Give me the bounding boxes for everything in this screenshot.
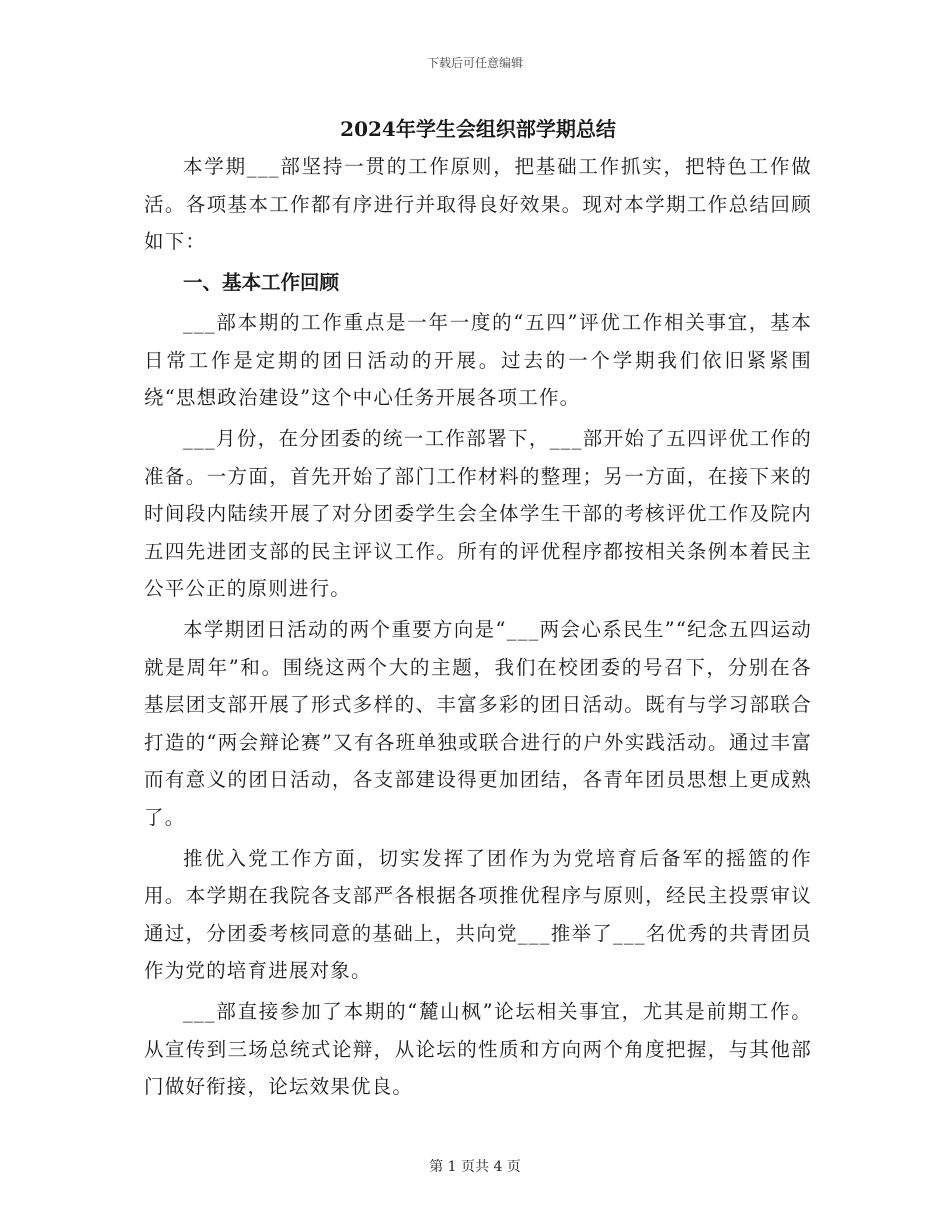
- paragraph: ___部直接参加了本期的“麓山枫”论坛相关事宜，尤其是前期工作。从宣传到三场总统式论辩，从论坛的性质和方向两个角度把握，与其他部门做好衔接，论坛效果优良。: [144, 1000, 812, 1098]
- paragraph: ___月份，在分团委的统一工作部署下，___部开始了五四评优工作的准备。一方面，首先开始了部门工作材料的整理；另一方面，在接下来的时间段内陆续开展了对分团委学生会全体学生干部的考核评优工作及院内五四先进团支部的民主评议工作。所有的评优程序都按相关条例本着民主公平公正的原则进行。: [144, 427, 812, 600]
- page-number: 第 1 页共 4 页: [429, 1159, 521, 1175]
- document-body: [144, 112, 812, 1109]
- section-heading: 一、基本工作回顾: [183, 271, 340, 294]
- paragraph: 本学期团日活动的两个重要方向是“___两会心系民生”“纪念五四运动就是周年”和。围绕这两个大的主题，我们在校团委的号召下，分别在各基层团支部开展了形式多样的、丰富多彩的团日活动。既有与学习部联合打造的“两会辩论赛”又有各班单独或联合进行的户外实践活动。通过丰富而有意义的团日活动，各支部建设得更加团结，各青年团员思想上更成熟了。: [144, 618, 812, 829]
- header-note: 下载后可任意编辑: [426, 56, 523, 70]
- paragraph: ___部本期的工作重点是一年一度的“五四”评优工作相关事宜，基本日常工作是定期的团日活动的开展。过去的一个学期我们依旧紧紧围绕“思想政治建设”这个中心任务开展各项工作。: [144, 311, 812, 409]
- document-title: 2024年学生会组织部学期总结: [340, 117, 616, 141]
- paragraph-intro: 本学期___部坚持一贯的工作原则，把基础工作抓实，把特色工作做活。各项基本工作都有序进行并取得良好效果。现对本学期工作总结回顾如下：: [144, 155, 812, 253]
- paragraph: 推优入党工作方面，切实发挥了团作为为党培育后备军的摇篮的作用。本学期在我院各支部严各根据各项推优程序与原则，经民主投票审议通过，分团委考核同意的基础上，共向党___推举了___名优秀的共青团员作为党的培育进展对象。: [144, 846, 812, 982]
